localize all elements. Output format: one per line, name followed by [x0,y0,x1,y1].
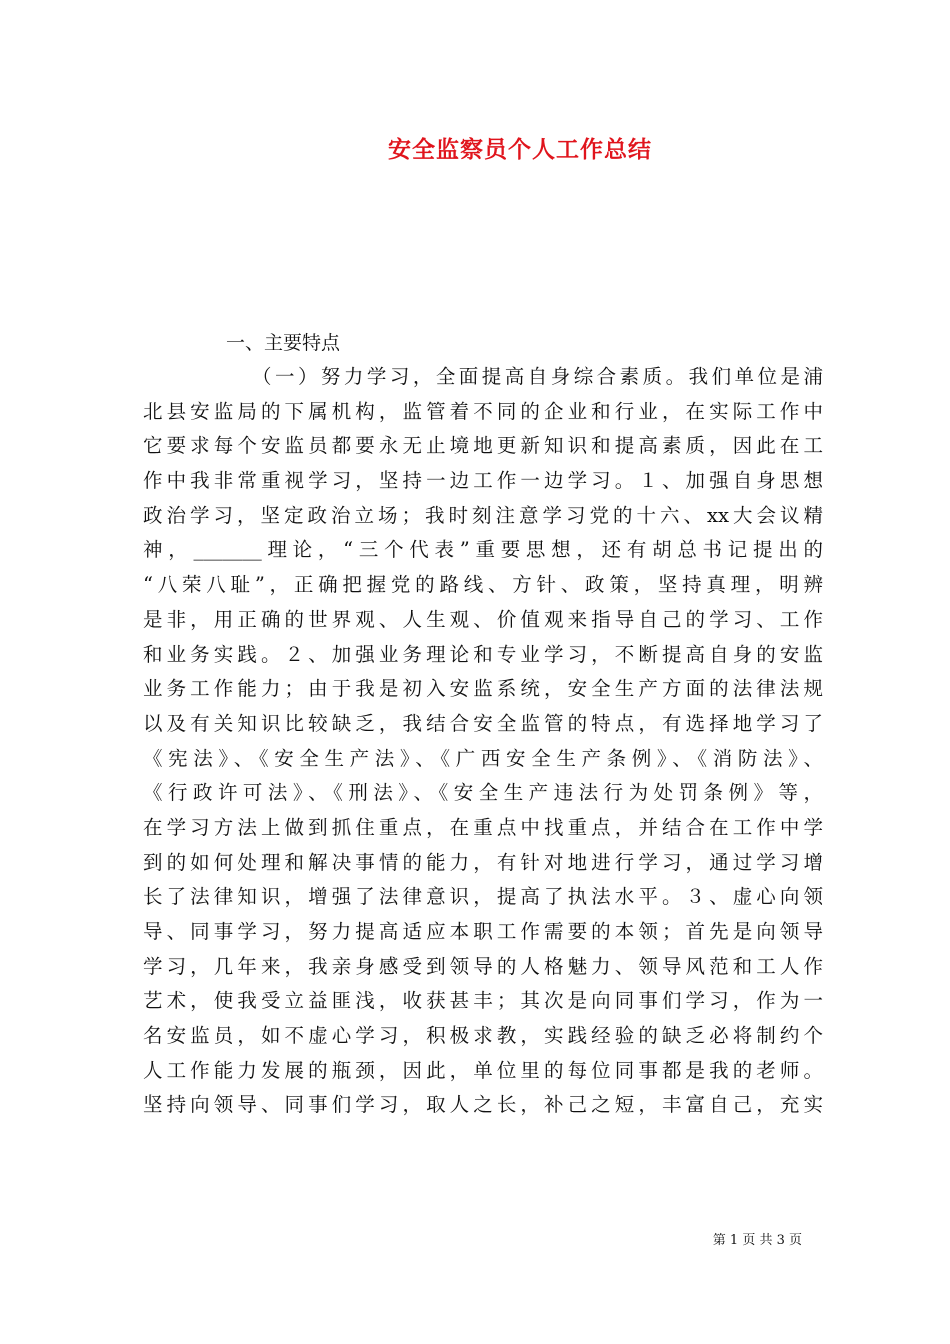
body-line: “八荣八耻”，正确把握党的路线、方针、政策，坚持真理，明辨 [143,573,823,597]
section-heading: 一、主要特点 [226,332,341,354]
body-line: 北县安监局的下属机构，监管着不同的企业和行业，在实际工作中 [143,399,823,423]
body-line: 以及有关知识比较缺乏，我结合安全监管的特点，有选择地学习了 [143,711,823,735]
page-number-footer: 第 1 页 共 3 页 [712,1233,802,1248]
body-text [143,360,823,1123]
body-line: 作中我非常重视学习，坚持一边工作一边学习。１、加强自身思想 [143,469,823,493]
body-line: 业务工作能力；由于我是初入安监系统，安全生产方面的法律法规 [143,677,823,701]
body-line: 政治学习，坚定政治立场；我时刻注意学习党的十六、xx大会议精 [143,503,823,527]
body-line: 和业务实践。２、加强业务理论和专业学习，不断提高自身的安监 [143,642,823,666]
body-line: 它要求每个安监员都要永无止境地更新知识和提高素质，因此在工 [143,434,823,458]
body-line: 《行政许可法》、《刑法》、《安全生产违法行为处罚条例》等， [143,781,823,805]
body-line: 到的如何处理和解决事情的能力，有针对地进行学习，通过学习增 [143,850,823,874]
body-line: 是非，用正确的世界观、人生观、价值观来指导自己的学习、工作 [143,607,823,631]
body-line: 人工作能力发展的瓶颈，因此，单位里的每位同事都是我的老师。 [143,1058,823,1082]
body-line: （一）努力学习，全面提高自身综合素质。我们单位是浦 [252,365,823,388]
body-line: 长了法律知识，增强了法律意识，提高了执法水平。３、虚心向领 [143,885,823,909]
body-line: 《宪法》、《安全生产法》、《广西安全生产条例》、《消防法》、 [143,746,823,770]
body-line: 艺术，使我受立益匪浅，收获甚丰；其次是向同事们学习，作为一 [143,989,823,1013]
body-line: 在学习方法上做到抓住重点，在重点中找重点，并结合在工作中学 [143,815,823,839]
body-line: 学习，几年来，我亲身感受到领导的人格魅力、领导风范和工人作 [143,954,823,978]
body-line: 名安监员，如不虚心学习，积极求教，实践经验的缺乏必将制约个 [143,1024,823,1048]
document-title: 安全监察员个人工作总结 [388,136,652,163]
body-line: 神，_______理论，“三个代表”重要思想，还有胡总书记提出的 [143,538,823,562]
body-line: 导、同事学习，努力提高适应本职工作需要的本领；首先是向领导 [143,920,823,943]
body-line: 坚持向领导、同事们学习，取人之长，补己之短，丰富自己，充实 [143,1093,823,1117]
